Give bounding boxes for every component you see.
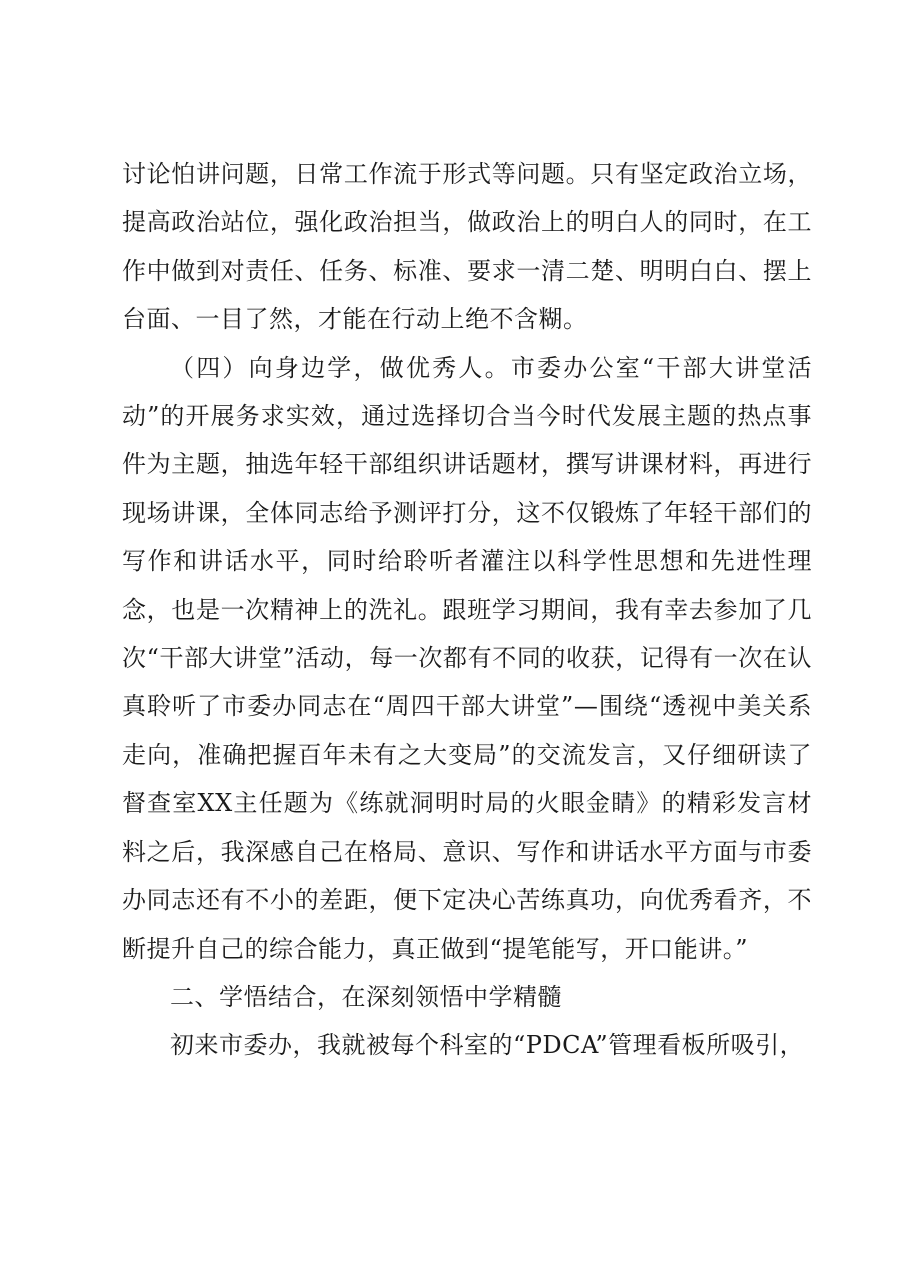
paragraph-section-four: （四）向身边学，做优秀人。市委办公室“干部大讲堂活动”的开展务求实效，通过选择切合当今时代发展主题的热点事件为主题，抽选年轻干部组织讲话题材，撰写讲课材料，再进行现场讲课，全体同志给予测评打分，这不仅锻炼了年轻干部们的写作和讲话水平，同时给聆听者灌注以科学性思想和先进性理念，也是一次精神上的洗礼。跟班学习期间，我有幸去参加了几次“干部大讲堂”活动，每一次都有不同的收获，记得有一次在认真聆听了市委办同志在“周四干部大讲堂”—围绕“透视中美关系走向，准确把握百年未有之大变局”的交流发言，又仔细研读了督查室XX主任题为《练就洞明时局的火眼金睛》的精彩发言材料之后，我深感自己在格局、意识、写作和讲话水平方面与市委办同志还有不小的差距，便下定决心苦练真功，向优秀看齐，不断提升自己的综合能力，真正做到“提笔能写，开口能讲。”: [122, 353, 812, 963]
section-heading-two: 二、学悟结合，在深刻领悟中学精髓: [170, 982, 562, 1011]
document-body: [122, 150, 812, 1070]
paragraph-pdca: 初来市委办，我就被每个科室的“PDCA”管理看板所吸引，: [170, 1031, 805, 1060]
paragraph-continuation: 讨论怕讲问题，日常工作流于形式等问题。只有坚定政治立场，提高政治站位，强化政治担当，做政治上的明白人的同时，在工作中做到对责任、任务、标准、要求一清二楚、明明白白、摆上台面、一目了然，才能在行动上绝不含糊。: [122, 160, 812, 334]
